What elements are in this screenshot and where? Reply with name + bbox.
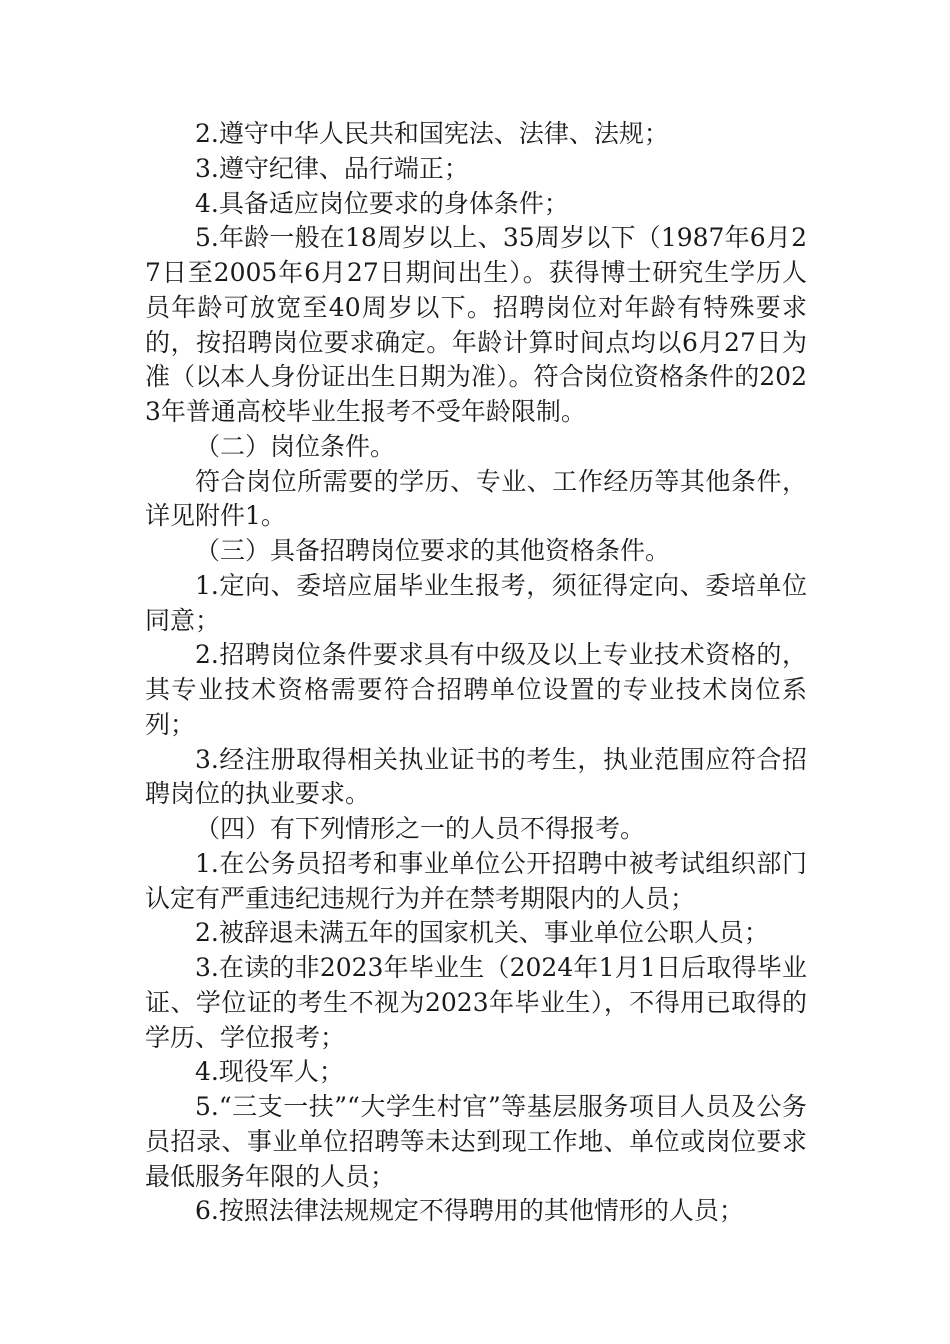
paragraph-qualification-1: 1.定向、委培应届毕业生报考，须征得定向、委培单位同意； [145,570,807,635]
paragraph-rule-4: 4.具备适应岗位要求的身体条件； [195,188,569,218]
paragraph-qualification-3: 3.经注册取得相关执业证书的考生，执业范围应符合招聘岗位的执业要求。 [145,744,807,809]
section-heading-exclusions: （四）有下列情形之一的人员不得报考。 [195,814,646,843]
paragraph-age-requirement: 5.年龄一般在18周岁以上、35周岁以下（1987年6月27日至2005年6月27日期间出生）。获得博士研究生学历人员年龄可放宽至40周岁以下。招聘岗位对年龄有特殊要求的，按招聘岗位要求确定。年龄计算时间点均以6月27日为准（以本人身份证出生日期为准）。符合岗位资格条件的2023年普通高校毕业生报考不受年龄限制。 [145,223,807,426]
paragraph-exclusion-2: 2.被辞退未满五年的国家机关、事业单位公职人员； [195,918,769,948]
paragraph-qualification-2: 2.招聘岗位条件要求具有中级及以上专业技术资格的，其专业技术资格需要符合招聘单位设置的专业技术岗位系列； [145,640,807,739]
paragraph-position-conditions: 符合岗位所需要的学历、专业、工作经历等其他条件，详见附件1。 [145,466,807,531]
section-heading-position-conditions: （二）岗位条件。 [195,431,396,461]
paragraph-rule-2: 2.遵守中华人民共和国宪法、法律、法规； [195,119,669,148]
paragraph-exclusion-6: 6.按照法律法规规定不得聘用的其他情形的人员； [195,1196,744,1226]
paragraph-exclusion-3: 3.在读的非2023年毕业生（2024年1月1日后取得毕业证、学位证的考生不视为2023年毕业生），不得用已取得的学历、学位报考； [145,953,807,1052]
paragraph-exclusion-1: 1.在公务员招考和事业单位公开招聘中被考试组织部门认定有严重违纪违规行为并在禁考期限内的人员； [145,848,807,913]
paragraph-exclusion-5: 5.“三支一扶”“大学生村官”等基层服务项目人员及公务员招录、事业单位招聘等未达到现工作地、单位或岗位要求最低服务年限的人员； [145,1092,807,1191]
document-page [145,117,807,1229]
paragraph-exclusion-4: 4.现役军人； [195,1057,344,1087]
paragraph-rule-3: 3.遵守纪律、品行端正； [195,153,469,183]
section-heading-other-qualifications: （三）具备招聘岗位要求的其他资格条件。 [195,536,671,565]
